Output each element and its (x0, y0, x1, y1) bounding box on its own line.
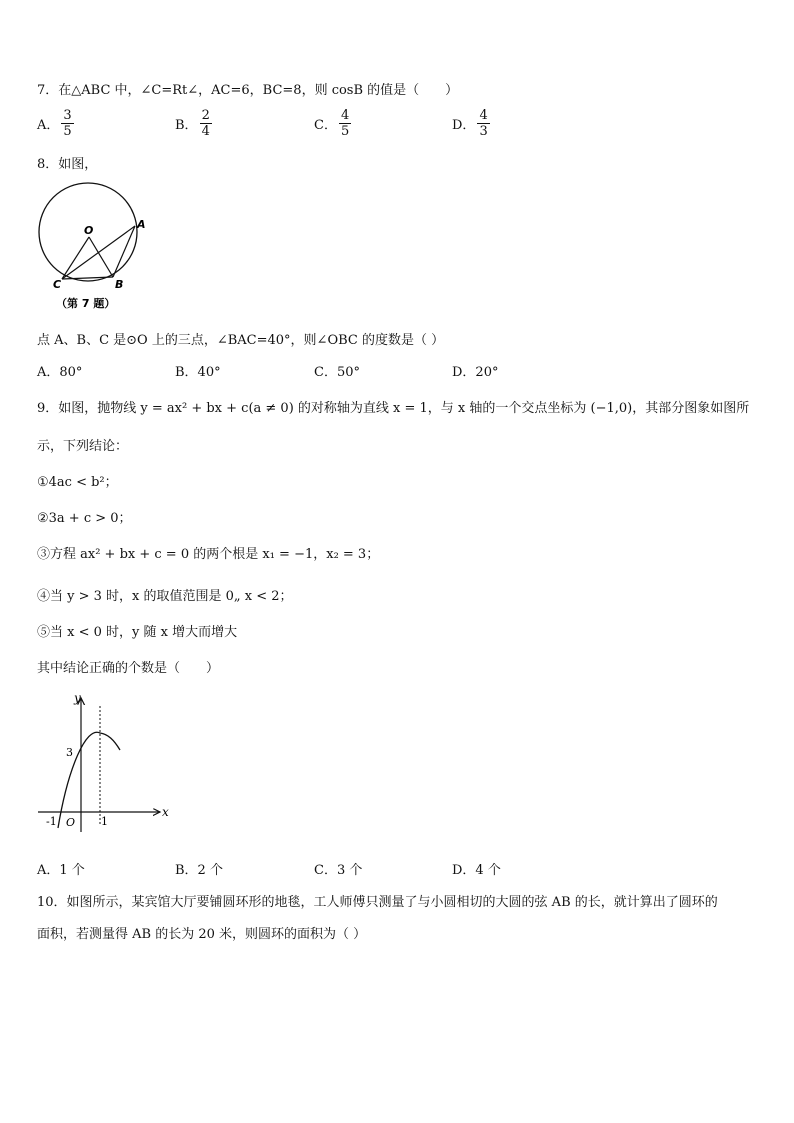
q9-conclusion-4: ④当 y > 3 时，x 的取值范围是 0„ x < 2； (37, 589, 293, 604)
tick-label-3: 3 (66, 746, 73, 759)
q7-b-numerator: 2 (201, 108, 210, 123)
point-label-o: O (84, 224, 94, 237)
figure-caption: （第 7 题） (56, 297, 116, 310)
q7-c-numerator: 4 (340, 108, 350, 123)
q9-option-a: A．1 个 (37, 863, 85, 878)
q7-c-denominator: 5 (340, 124, 350, 139)
q7-stem: 7．在△ABC 中，∠C=Rt∠，AC=6，BC=8，则 cosB 的值是（ ） (37, 83, 459, 98)
q9-conclusion-5: ⑤当 x < 0 时，y 随 x 增大而增大 (37, 625, 238, 640)
q9-option-d: D．4 个 (452, 863, 501, 878)
q9-stem-line2: 示，下列结论： (37, 439, 129, 454)
q7-option-a: A． $\frac{3}{5}$ (37, 108, 72, 139)
q9-parabola-graph (34, 688, 174, 838)
q7-option-b: B． $\frac{2}{4}$ (175, 108, 210, 139)
q8-option-d: D．20° (452, 365, 499, 380)
y-axis-label: y (74, 691, 81, 705)
q8-circle-figure (30, 182, 160, 314)
q9-option-b: B．2 个 (175, 863, 223, 878)
q8-option-c: C．50° (314, 365, 360, 380)
q9-conclusion-3: ③方程 ax² + bx + c = 0 的两个根是 x₁ = −1，x₂ = 3； (37, 547, 380, 562)
q10-line1: 10．如图所示，某宾馆大厅要铺圆环形的地毯，工人师傅只测量了与小圆相切的大圆的弦 AB 的长，就计算出了圆环的 (37, 895, 718, 910)
origin-label: O (66, 816, 76, 829)
q8-text: 点 A、B、C 是⊙O 上的三点，∠BAC=40°，则∠OBC 的度数是（ ） (37, 333, 445, 348)
q7-option-d: D． $\frac{4}{3}$ (452, 108, 488, 139)
q8-option-b: B．40° (175, 365, 221, 380)
tick-label-neg1: -1 (46, 815, 57, 828)
q9-ask: 其中结论正确的个数是（ ） (37, 661, 220, 676)
q7-b-denominator: 4 (201, 124, 210, 139)
q10-line2: 面积，若测量得 AB 的长为 20 米，则圆环的面积为（ ） (37, 927, 367, 942)
parabola-curve (58, 730, 120, 828)
q7-a-numerator: 3 (63, 108, 72, 123)
q9-conclusion-1: ①4ac < b²； (37, 475, 118, 490)
tick-label-1: 1 (101, 815, 108, 828)
q8-stem: 8．如图， (37, 157, 98, 172)
q8-option-a: A．80° (37, 365, 83, 380)
point-label-a: A (137, 218, 146, 231)
segment-oc (62, 237, 89, 279)
q9-stem-line1: 9．如图，抛物线 y = ax² + bx + c(a ≠ 0) 的对称轴为直线 x = 1，与 x 轴的一个交点坐标为 (−1,0)，其部分图象如图所 (37, 401, 750, 416)
q9-conclusion-2: ②3a + c > 0； (37, 511, 132, 526)
q7-option-c: C． $\frac{4}{5}$ (314, 108, 350, 139)
q7-a-denominator: 5 (63, 124, 72, 139)
q9-option-c: C．3 个 (314, 863, 363, 878)
q7-d-denominator: 3 (479, 124, 488, 139)
q7-options (37, 108, 737, 148)
point-label-c: C (53, 278, 62, 291)
x-axis-label: x (162, 805, 169, 819)
point-label-b: B (115, 278, 124, 291)
q7-d-numerator: 4 (479, 108, 488, 123)
